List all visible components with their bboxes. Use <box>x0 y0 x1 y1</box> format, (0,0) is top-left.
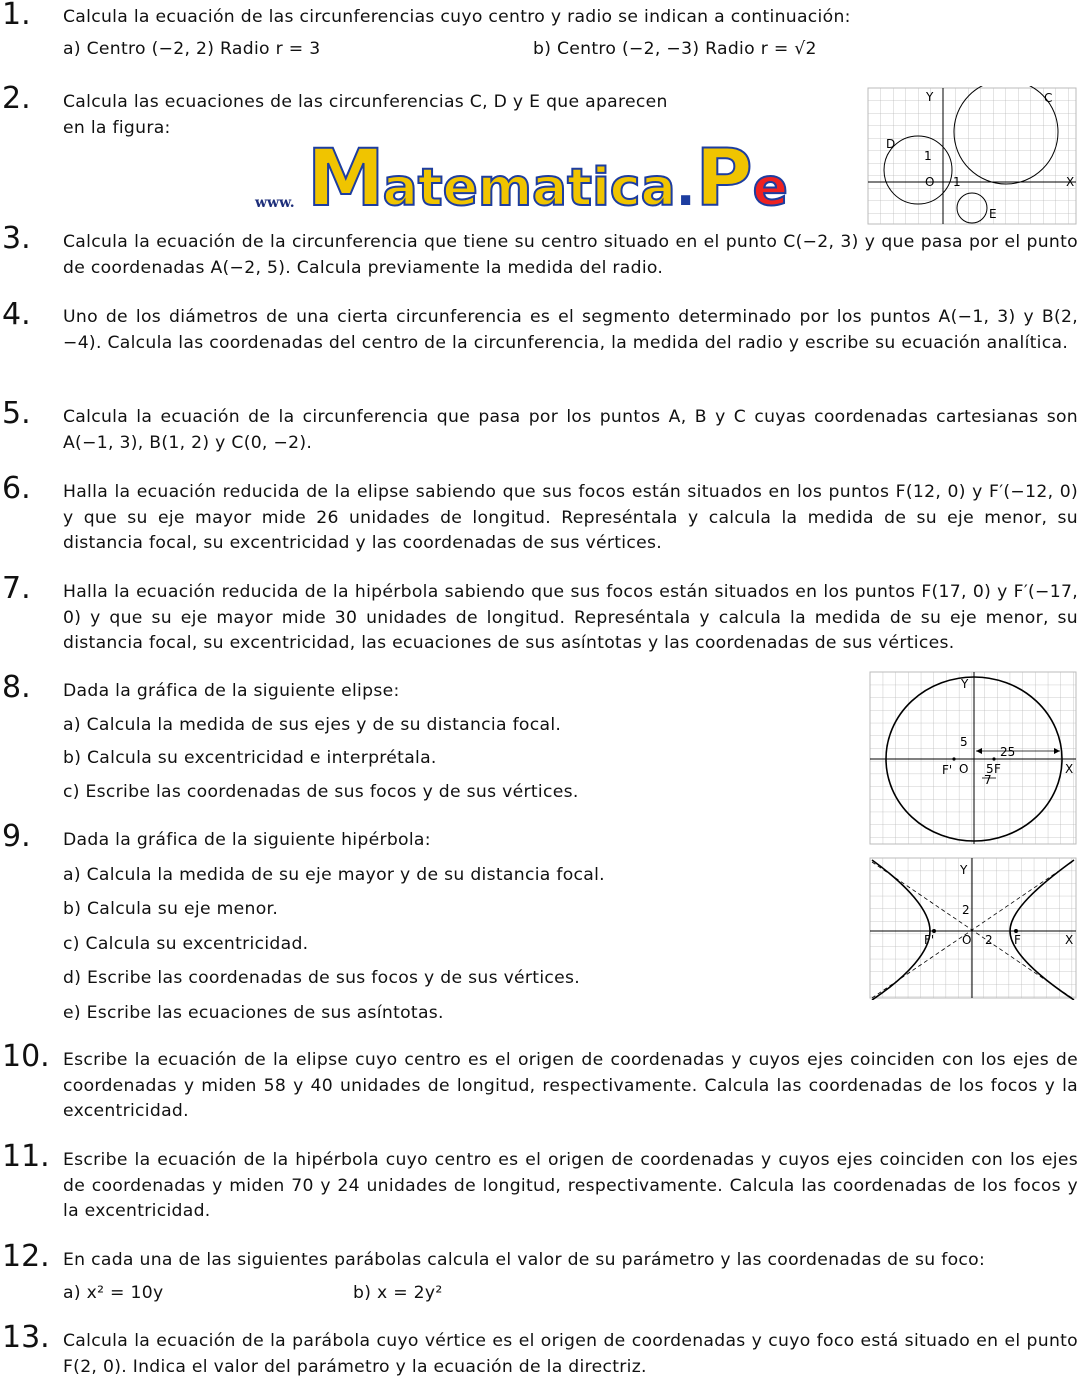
problem-number: 9. <box>2 819 31 854</box>
problem-text: Dada la gráfica de la siguiente elipse: <box>63 681 400 701</box>
label-f-prime: F' <box>924 933 935 947</box>
circles-figure <box>866 86 1078 226</box>
label-f: F <box>994 762 1001 776</box>
problem-text: Calcula la ecuación de la circunferencia que pasa por los puntos A, B y C cuyas coordenadas cartesianas son A(−1, 3), B(1, 2) y C(0, −2). <box>63 407 1078 453</box>
problem-part: a) x² = 10y <box>63 1283 164 1303</box>
problem-part: b) Centro (−2, −3) Radio r = √2 <box>533 39 817 59</box>
problem-part: d) Escribe las coordenadas de sus focos y de sus vértices. <box>63 968 581 988</box>
problem-text: Dada la gráfica de la siguiente hipérbola: <box>63 830 431 850</box>
problem-number: 2. <box>2 81 31 116</box>
problem-number: 7. <box>2 571 31 606</box>
label-one-x: 1 <box>953 175 961 189</box>
label-x: X <box>1065 933 1074 947</box>
problem-text: Halla la ecuación reducida de la elipse sabiendo que sus focos están situados en los puntos F(12, 0) y F′(−12, 0) y que su eje mayor mide 26 unidades de longitud. Represéntala y calcula la medida de su eje menor, su distancia focal, su excentricidad y las coordenadas de sus vértices. <box>63 482 1078 553</box>
label-c: C <box>1044 91 1053 105</box>
label-two-x: 2 <box>985 933 993 947</box>
ellipse-figure <box>868 670 1078 846</box>
problem-text: Calcula la ecuación de la circunferencia que tiene su centro situado en el punto C(−2, 3) y que pasa por el punto de coordenadas A(−2, 5). Calcula previamente la medida del radio. <box>63 232 1078 278</box>
label-one-y: 1 <box>924 149 932 163</box>
label-y: Y <box>960 863 968 877</box>
label-x: X <box>1066 175 1075 189</box>
problem-part: e) Escribe las ecuaciones de sus asíntotas. <box>63 1003 444 1023</box>
problem-text: Halla la ecuación reducida de la hipérbola sabiendo que sus focos están situados en los puntos F(17, 0) y F′(−17, 0) y que su eje mayor mide 30 unidades de longitud. Represéntala y calcula la medida de su eje menor, su distancia focal, su excentricidad, las ecuaciones de sus asíntotas y las coordenadas de sus vértices. <box>63 582 1078 653</box>
label-two-y: 2 <box>962 903 970 917</box>
problem-part: b) Calcula su excentricidad e interprétala. <box>63 748 437 768</box>
label-f-prime: F' <box>942 763 953 777</box>
problem-text: Calcula la ecuación de la parábola cuyo vértice es el origen de coordenadas y cuyo foco está situado en el punto F(2, 0). Indica el valor del parámetro y la ecuación de la directriz. <box>63 1331 1078 1377</box>
problem-text: Escribe la ecuación de la elipse cuyo centro es el origen de coordenadas y cuyos ejes coinciden con los ejes de coordenadas y miden 58 y 40 unidades de longitud, respectivamente. Calcula las coordenadas de los focos y la excentricidad. <box>63 1050 1078 1121</box>
label-seven: 7 <box>984 773 992 787</box>
problem-part: a) Calcula la medida de sus ejes y de su distancia focal. <box>63 715 562 735</box>
problem-number: 12. <box>2 1239 50 1274</box>
problem-part: a) Centro (−2, 2) Radio r = 3 <box>63 39 321 59</box>
problem-number: 4. <box>2 297 31 332</box>
label-e: E <box>989 207 997 221</box>
label-d: D <box>886 137 896 151</box>
logo-wordmark: Matematica.Pe <box>307 134 788 224</box>
problem-part: b) x = 2y² <box>353 1283 443 1303</box>
label-y: Y <box>961 677 969 691</box>
problem-number: 1. <box>2 0 31 32</box>
label-origin: O <box>959 762 969 776</box>
hyperbola-figure <box>868 856 1078 1000</box>
problem-text: Calcula las ecuaciones de las circunferencias C, D y E que aparecen en la figura: <box>63 92 668 138</box>
label-five: 5 <box>960 735 968 749</box>
problem-number: 3. <box>2 221 31 256</box>
label-origin: O <box>925 175 935 189</box>
matematica-pe-logo <box>255 134 788 224</box>
label-twentyfive: 25 <box>1000 745 1016 759</box>
label-five-f: 5 <box>986 762 994 776</box>
problem-number: 11. <box>2 1139 50 1174</box>
label-origin: O <box>962 933 972 947</box>
label-y: Y <box>926 90 934 104</box>
problem-number: 13. <box>2 1320 50 1355</box>
label-x: X <box>1065 762 1074 776</box>
problem-number: 5. <box>2 396 31 431</box>
problem-number: 6. <box>2 471 31 506</box>
problem-part: c) Calcula su excentricidad. <box>63 934 309 954</box>
problem-text: Escribe la ecuación de la hipérbola cuyo centro es el origen de coordenadas y cuyos ejes coinciden con los ejes de coordenadas y miden 70 y 24 unidades de longitud, respectivamente. Calcula las coordenadas de los focos y la excentricidad. <box>63 1150 1078 1221</box>
problem-text: Uno de los diámetros de una cierta circunferencia es el segmento determinado por los puntos A(−1, 3) y B(2, −4). Calcula las coordenadas del centro de la circunferencia, la medida del radio y escribe su ecuación analítica. <box>63 307 1078 353</box>
logo-www: www. <box>255 195 295 211</box>
problem-text: En cada una de las siguientes parábolas calcula el valor de su parámetro y las coordenadas de su foco: <box>63 1250 986 1270</box>
problem-number: 8. <box>2 670 31 705</box>
problem-text: Calcula la ecuación de las circunferencias cuyo centro y radio se indican a continuación: <box>63 7 851 27</box>
label-f: F <box>1014 933 1021 947</box>
problem-part: a) Calcula la medida de su eje mayor y de su distancia focal. <box>63 865 605 885</box>
problem-number: 10. <box>2 1039 50 1074</box>
problem-part: c) Escribe las coordenadas de sus focos y de sus vértices. <box>63 782 579 802</box>
problem-part: b) Calcula su eje menor. <box>63 899 279 919</box>
